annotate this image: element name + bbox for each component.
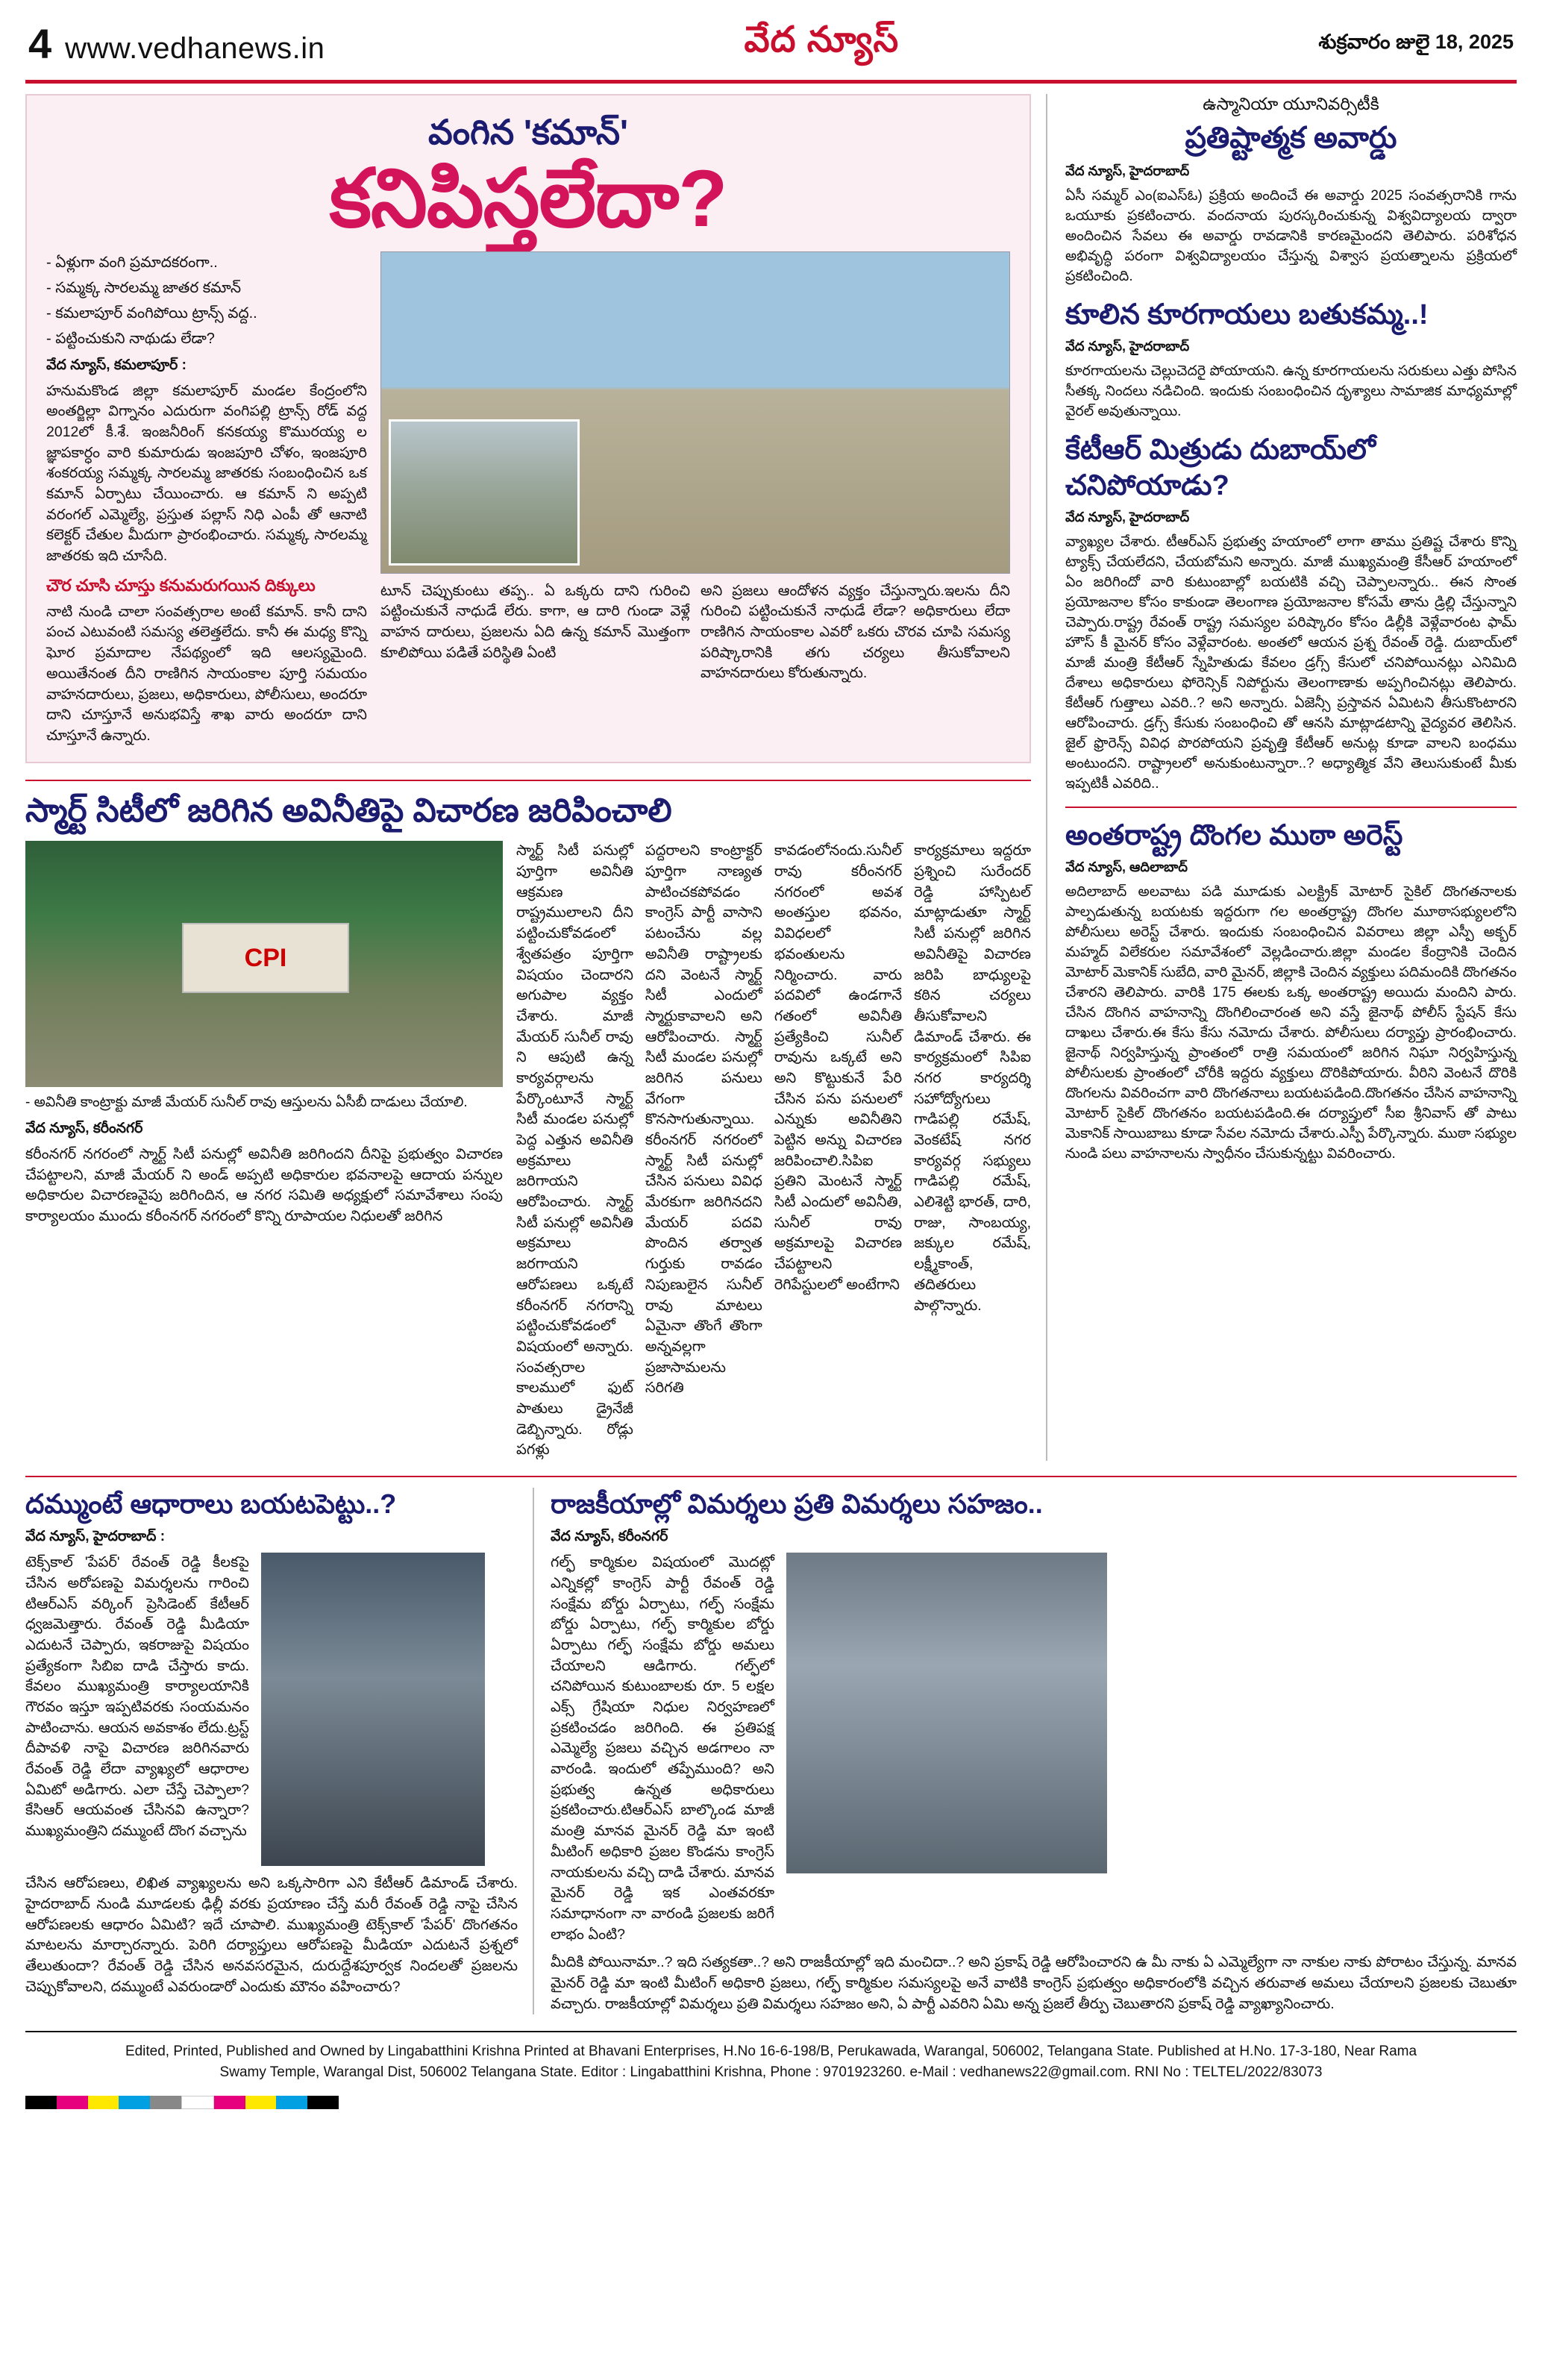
- story-evidence-byline: వేద న్యూస్, హైదరాబాద్ :: [25, 1529, 166, 1545]
- rail-thieves-text: అదిలాబాద్ అలవాటు పడి మూడుకు ఎలక్ట్రిక్ మోటార్ సైకిల్ దొంగతనాలకు పాల్పడుతున్న బయటకు ఇద్దరుగా గల అంతర్రాష్ట్ర దొంగల మూఠాసభ్యులలోని పోలీసులు అరెస్ట్ చేశారు. ఇందుకు సంబంధించిన వివరాలు జిల్లా ఎస్పీ అక్బర్ మహ్మద్ విలేకరుల సమావేశంలో వెల్లడించారు.జిల్లా మండల కేంద్రానికి చెందిన మోటార్ మెకానిక్ సుబేది, వారి మైనర్, జిల్లాకి చెందిన వ్యక్తులు పదిమందికి దొంగతనం చేశారని తెలిపారు. వారికి 175 ఈలకు ఒక్క అంతరాష్ట్ర అయిదు మందిని పారు. చేసిన దొంగిన వాహనాన్ని దొంగిలించారంత అని వస్తే జైనాథ్ పోలీస్ స్టేషన్ కేసు దాఖలు చేశారు.ఈ కేసు కేసు నమోదు చేశారు. పోలీసులు దర్యాప్తు ప్రారంభించారు. జైనాథ్ నిర్వహిస్తున్న ప్రాంతంలో రాత్రి సమయంలో జరిగిన నిఘా నిర్వహిస్తున్న పోలీసులకు ప్రాంతంలో చోరీకి ఇద్దరు వ్యక్తులు దొరికిపోయారు. వీరిని వెంటనే దొరికి దొంగలను వివరించగా వారి దొంగతనాలు బయటపడింది.దొంగతనం చేసిన వాహనాన్ని మోటార్ సైకిల్ దొంగతనం బయటపడింది.ఈ దర్యాప్తులో సీఐ శ్రీనివాస్ తో పాటు మెకానిక్ సాయిబాబు కూడా సేవల నమోదు చేశారు.ఎస్పీ పేర్కొన్నారు. ముఠా సభ్యుల నుండి పలు వాహనాలను స్వాధీనం చేసుకున్నట్టు వివరించారు.: [1065, 884, 1517, 1162]
- lead-photo-column: [380, 251, 1010, 747]
- protest-photo: [25, 841, 503, 1087]
- color-swatch-yellow: [88, 2096, 119, 2109]
- story-smart-city-col-2: స్మార్ట్ సిటీ పనుల్లో పూర్తిగా అవినీతి ఆక్రమణ రాష్ట్రములాలని దీని పట్టించుకోవడంలో శ్వేతపత్రం పూర్తిగా విషయం చెందారని అగుపాల వ్యక్తం చేశారు. మాజీ మేయర్ సునీల్ రావు ని ఆపుటి ఉన్న కార్యవర్గాలను పేర్కొంటూనే స్మార్ట్ సిటీ మండల పనుల్లో పెద్ద ఎత్తున అవినీతి అక్రమాలు జరిగాయని ఆరోపించారు. స్మార్ట్ సిటీ పనుల్లో అవినీతి అక్రమాలు జరగాయని ఆరోపణలు ఒక్కటే కరీంనగర్ నగరాన్ని పట్టించుకోవడంలో విషయంలో అన్నారు. సంవత్సరాల కాలములో ఫుట్ పాతులు డ్రైనేజీ డెబ్బిన్నారు. రోడ్లు పగళ్లు: [516, 842, 633, 1459]
- masthead-rule: [25, 80, 1517, 84]
- rail-story-thieves: [1065, 818, 1517, 1165]
- lead-photo-inset: [389, 419, 580, 566]
- print-color-bar: [25, 2096, 339, 2109]
- publication-logo: వేద న్యూస్: [744, 20, 900, 60]
- rail-ktr-text: వ్యాఖ్యల చేశారు. టీఆర్ఎస్ ప్రభుత్వ హయాంలో లాగా తాము ప్రతిష్ట చేశారు కొన్ని ట్యాక్స్ చేయలేదని, చేయబోమని అన్నారు. మాజీ ముఖ్యమంత్రి కేసీఆర్ హయాంలో ఏం జరిగిందో వారి కుటుంబాల్లో బయటికి వచ్చి చెప్పాలన్నారు.. ఈన సొంత ప్రయోజనాల కోసం కాకుండా తెలంగాణ ప్రయోజనాల కోసమే తాను డ్రిల్లి చేస్తున్నాని చెప్పారు.రాష్ట్ర రేవంత్ రాష్ట్ర సమస్యల పరిష్కారం కోసం డిల్లీకి వెళ్లేవారంట ఫామ్ హౌస్ కీ మైనర్ కోసం వెళ్లేవారంట. అంతలో ఆయన ప్రశ్న రేవంత్ రెడ్డి. దుబాయ్‌లో మాజీ మంత్రి కేటీఆర్ స్నేహితుడు కేవలం డ్రగ్స్ కేసులో చనిపోయినట్లు ఎనిమిది దేశాలు అధికారులు ఫోరెన్సిక్ నిపోర్టును తెలంగాణాకు అప్పగించినట్లు తెలిపారు. కేటీఆర్ గుత్తాలు ఎవరి..? అని అన్నారు. ఏజెన్సీ ప్రస్తావన ఏమిటని తీసుకొంటారని ఆరోపించారు. డ్రగ్స్ కేసుకు సంబంధించి తో ఆనసి మాట్లాడటాన్ని వైద్యవర తెలిసిన. జైల్ ఫ్రొరెన్స్ వివిధ పొరపోయని ప్రవృత్తి కేటీఆర్ అనుట్ల కూడా వాలని బంధము అంటుందని. రాష్ట్రాలలో అనుకుంటున్నారా..? అధ్యాత్మిక వేని తెలుసుకుంటే మీకు ఇప్పటికీ ఎవరిది..: [1065, 534, 1517, 792]
- color-swatch-gray: [150, 2096, 181, 2109]
- rail-award-byline: వేద న్యూస్, హైదరాబాద్: [1065, 163, 1190, 178]
- imprint-line-2: Swamy Temple, Warangal Dist, 506002 Telangana State. Editor : Lingabatthini Krishna, Phone : 9701923260. e-Mail : vedhanews22@gmail.com. RNI No : TELTEL/2022/83073: [219, 2064, 1323, 2080]
- color-swatch-black: [25, 2096, 57, 2109]
- story-politics-body: [551, 1553, 1517, 1945]
- lead-body: [46, 251, 1010, 747]
- lead-story: [25, 94, 1031, 763]
- color-swatch-magenta: [57, 2096, 88, 2109]
- color-swatch-cyan: [119, 2096, 150, 2109]
- color-swatch-cyan-2: [276, 2096, 307, 2109]
- story-smart-city-byline: వేద న్యూస్, కరీంనగర్: [25, 1120, 143, 1136]
- story-evidence-col-2: చేసిన ఆరోపణలు, లిఖిత వ్యాఖ్యలను అని ఒక్కసారిగా ఎని కేటీఆర్ డిమాండ్ చేశారు. హైదరాబాద్ నుండి మూడలకు ఢిల్లీ వరకు ప్రయాణం చేస్తే మరీ రేవంత్ రెడ్డి నాపై చేసిన ఆరోపణలకు ఆధారం ఏమిటి? ఇదే చూపాలి. ముఖ్యమంత్రి టెక్స్‌కాల్ 'పేపర్' దొంగతనం మాటలను మార్చారన్నారు. పెరిగి దర్యాప్తులు ఆరోపణపై మీడియా ఎదుటనే ప్రశ్నలో తేలుతుందా? రేవంత్ రెడ్డి చేసిన అనవసరమైన, దురుద్దేశపూర్వక నిందలతో ప్రజలను చెప్పుకోవాలని, దమ్ముంటే ఎవరుండారో ఎందుకు మౌనం వహించారు?: [25, 1875, 518, 1995]
- leader-interview-photo: [786, 1553, 1107, 1873]
- lead-caption-2: అని ప్రజలు ఆందోళన వ్యక్తం చేస్తున్నారు.ఇలను దీని గురించి పట్టించుకునే నాధుడే లేడా? అధికారులు లేదా రాణిగిన సాయంకాల ఎవరో ఒకరు చొరవ చూపి సమస్య పరిష్కారానికి తగు చర్యలు తీసుకోవాలని వాహనదారులు కోరుతున్నారు.: [701, 582, 1010, 682]
- rail-ktr-byline: వేద న్యూస్, హైదరాబాద్: [1065, 510, 1190, 525]
- story-politics-col-2: మీదికి పోయినామా..? ఇది సత్యకతా..? అని రాజకీయాల్లో ఇది మంచిదా..? అని ప్రకాష్ రెడ్డి ఆరోపించారని ఉ మీ నాకు ఏ ఎమ్మెల్యేగా నా నాకుల నాకు పోరాటం చేస్తున్న. మానవ మైనర్ రెడ్డి మా ఇంటి మీటింగ్ అధికారి ప్రజలు, గల్ఫ్ కార్మికుల సమస్యలపై అనే వాటికి కాంగ్రెస్ ప్రభుత్వం అధికారంలోకి వచ్చిన తరువాత అమలు చేయాలని ప్రజలకు చెబుతూ వచ్చారు. రాజకీయాల్లో విమర్శలు ప్రతి విమర్శలు సహజం అని, ఏ పార్టీ ఎవరిని ఏమి అన్న ప్రజలే తీర్పు చెబుతారని ప్రకాష్ రెడ్డి వ్యాఖ్యానించారు.: [551, 1954, 1517, 2012]
- color-swatch-black-2: [307, 2096, 339, 2109]
- right-rail: [1046, 94, 1517, 1461]
- bottom-stories: [25, 1476, 1517, 2014]
- issue-date: శుక్రవారం జులై 18, 2025: [1318, 30, 1514, 53]
- story-smart-city-photo-block: [25, 841, 503, 1461]
- lead-bullet-3: - కమలాపూర్ వంగిపోయి ట్రాన్స్ వద్ద..: [46, 304, 257, 322]
- site-url[interactable]: www.vedhanews.in: [65, 32, 325, 65]
- lead-bullet-2: - సమ్మక్క సారలమ్మ జాతర కమాన్: [46, 279, 242, 296]
- rail-award-kicker: ఉస్మానియా యూనివర్సిటీకి: [1203, 94, 1379, 113]
- lead-headline: కనిపిస్తలేదా?: [329, 153, 727, 244]
- story-evidence-col-1: టెక్స్‌కాల్ 'పేపర్' రేవంత్ రెడ్డి కీలకపై చేసిన అరోపణపై విమర్శలను గారించి టిఆర్‌ఎస్ వర్కింగ్ ప్రెసిడెంట్ కేటీఆర్ ధ్వజమెత్తారు. రేవంత్ రెడ్డి మీడియా ఎదుటనే చెప్పారు, ఇకరాజుపై విషయం ప్రత్యేకంగా సిబిఐ దాడి చేస్తారు కాదు. కేవలం ముఖ్యమంత్రి కార్యాలయానికి గౌరవం ఇస్తూ ఇప్పటివరకు సంయమనం పాటించాను. ఆయన అవకాశం లేదు.ట్రస్ట్ దీపావళి నాపై విచారణ జరిగినవారు రేవంత్ రెడ్డి లేదా వ్యాఖ్యలో ఆధారాల ఏమిటో అడిగారు. ఎలా చేస్తే చెప్పాలా? కేసిఆర్ ఆయవంత చేసినవి ఉన్నారా? ముఖ్యమంత్రిని దమ్ముంటే దొంగ వచ్చాను: [25, 1554, 249, 1840]
- story-smart-city-col-3: పద్దరాలని కాంట్రాక్టర్ పూర్తిగా నాణ్యత పాటించకపోవడం కాంగ్రెస్ పార్టీ వాసాని పటంచేను వల్ల అవినీతి రాష్ట్రాలకు దని వెంటనే స్మార్ట్ సిటీ ఎందులో స్మార్టుకావాలని అని ఆరోపించారు. స్మార్ట్ సిటీ మండల పనుల్లో జరిగిన పనులు వేగంగా కొనసాగుతున్నాయి. కరీంనగర్ నగరంలో స్మార్ట్ సిటీ పనుల్లో చేసిన పనులు వివిధ మేరకుగా జరిగినదని మేయర్ పదవి పొందిన తర్వాత గుర్తుకు రావడం నిపుణులైన సునీల్ రావు మాటలు ఏమైనా తొంగే తొంగా అన్నవల్లగా ప్రజాసామలను సరిగతి: [645, 842, 762, 1397]
- story-smart-city-columns: [516, 841, 1031, 1461]
- lead-subhead: చౌర చూసి చూస్తు కనుమరుగయిన దిక్కులు: [46, 575, 316, 595]
- masthead: [25, 19, 1517, 77]
- story-politics-byline: వేద న్యూస్, కరీంనగర్: [551, 1529, 668, 1545]
- lead-paragraph-2: నాటి నుండి చాలా సంవత్సరాల అంటే కమాన్. కానీ దాని పంచ ఎటువంటి సమస్య తలెత్తలేదు. కానీ ఈ మధ్య కొన్ని ఘోర ప్రమాదాల నేపథ్యంలో ఇది ఆలస్యమైంది. అయితేనంత దీని రాణిగిన సాయంకాల పూర్తి సమయం వాహనదారులు, ప్రజలు, అధికారులు, పోలీసులు, అందరూ దాని చూస్తూనే అనుభవిస్తే శాఖ వారు అందరూ దాని చూస్తూనే ఉన్నారు.: [46, 603, 367, 744]
- story-smart-city-col-5: కార్యక్రమాలు ఇద్దరూ ప్రశ్నించి సురేందర్ రెడ్డి హాస్పిటల్ మాట్లాడుతూ స్మార్ట్ సిటీ పనుల్లో జరిగిన అవినీతిపై విచారణ జరిపి బాధ్యులపై కఠిన చర్యలు తీసుకోవాలని డిమాండ్ చేశారు. ఈ కార్యక్రమంలో సిపిఐ నగర కార్యదర్శి సహోద్యోగులు గాడిపల్లి రమేష్, వెంకటేష్ నగర కార్యవర్గ సభ్యులు గాడిపల్లి రమేష్, ఎలిశెట్టి భారత్, దారి, రాజు, సాంబయ్య, జక్కుల రమేష్, లక్ష్మీకాంత్, తదితరులు పాల్గొన్నారు.: [914, 842, 1031, 1314]
- ktr-portrait-photo: [261, 1553, 485, 1866]
- story-smart-city-caption: - అవినీతి కాంట్రాక్టు మాజీ మేయర్ సునీల్ రావు ఆస్తులను ఏసీబీ దాడులు చేయాలి.: [25, 1095, 468, 1111]
- lead-text-column: [46, 251, 367, 747]
- page-number: 4: [28, 20, 52, 67]
- rail-veg-byline: వేద న్యూస్, హైదరాబాద్: [1065, 339, 1190, 354]
- story-smart-city: [25, 780, 1031, 1461]
- lead-caption-1: టూన్ చెప్పుకుంటు తప్ప.. ఏ ఒక్కరు దాని గురించి పట్టించుకునే నాధుడే లేరు. కాగా, ఆ దారి గుండా వెళ్లే వాహన దారులు, ప్రజలను ఏది ఉన్న కమాన్ మొత్తంగా కూలిపోయి పడితే పరిస్థితి ఏంటి: [380, 582, 690, 661]
- color-swatch-yellow-2: [245, 2096, 277, 2109]
- story-smart-city-col-4: కావడంలోనందు.సునీల్ రావు కరీంనగర్ నగరంలో అవశ అంతస్తుల భవనం, వివిధలలో భవంతులను నిర్మించారు. వారు పదవిలో ఉండగానే గతంలో అవినీతి ప్రత్యేకించి సునీల్ రావును ఒక్కటే అని అని కొట్టుకునే పేరి చేసిన పను పనులలో ఎన్నుకు అవినీతిని పెట్టిన అన్ను విచారణ జరిపించాలి.సిపిఐ ప్రతిని మెంటనే స్మార్ట్ సిటీ ఎందులో అవినీతి, సునీల్ రావు అక్రమాలపై విచారణ చేపట్టాలని రెగిపేస్టులలో అంటేగాని: [774, 842, 903, 1293]
- rail-thieves-headline: అంతరాష్ట్ర దొంగల ముఠా అరెస్ట్: [1065, 819, 1403, 851]
- masthead-left: [28, 20, 325, 67]
- rail-veg-text: కూరగాయలను చెల్లుచెదరై పోయాయని. ఉన్న కూరగాయలను సరుకులు ఎత్తు పోసిన సీతక్క నిందలు నడిచింది. ఇందుకు సంబంధించిన దృశ్యాలు సామాజిక మాధ్యమాల్లో వైరల్ అవుతున్నాయి.: [1065, 363, 1517, 420]
- story-evidence: [25, 1488, 534, 2014]
- rail-veg-headline: కూలిన కూరగాయలు బతుకమ్మ..!: [1065, 298, 1429, 331]
- story-smart-city-body: [25, 841, 1031, 1461]
- lead-bullet-1: - ఏళ్లుగా వంగి ప్రమాదకరంగా..: [46, 254, 218, 271]
- color-swatch-white: [181, 2096, 214, 2109]
- lead-kicker: వంగిన 'కమాన్': [428, 113, 628, 151]
- page-grid: [25, 94, 1517, 1461]
- rail-thieves-byline: వేద న్యూస్, ఆదిలాబాద్: [1065, 859, 1188, 875]
- rail-divider: [1065, 807, 1517, 808]
- rail-award-headline: ప్రతిష్టాత్మక అవార్డు: [1185, 122, 1397, 154]
- lead-bullets: [46, 251, 367, 350]
- lead-paragraph-1: హనుమకొండ జిల్లా కమలాపూర్ మండల కేంద్రంలోని అంతర్జిల్లా విగ్నానం ఎదురుగా వంగిపల్లి ట్రాన్స్ రోడ్ వద్ద 2012లో కీ.శే. ఇంజనీరింగ్ కనకయ్య కొమురయ్య ల జ్ఞాపకార్ధం వారి కుమారుడు ఇంజపూరి చోళం, ఇంజపూరి శంకరయ్య సమ్మక్క సారలమ్మ జాతరకు సంబంధించిన ఒక కమాన్ ఏర్పాటు చేయించారు. ఆ కమాన్ ని అప్పటి వరంగల్ ఎమ్మెల్యే, ప్రస్తుత పల్లాస్ నిధి ఎంపీ తో ఆనాటి కలెక్టర్ చేతుల మీదుగా ప్రారంభించారు. సమ్మక్క సారలమ్మ జాతరకు ఇది చూసేది.: [46, 382, 367, 565]
- story-politics: [534, 1488, 1517, 2014]
- left-column: [25, 94, 1031, 1461]
- rail-story-award: [1065, 94, 1517, 287]
- lead-caption-row: [380, 581, 1010, 684]
- story-evidence-body: [25, 1553, 518, 1866]
- lead-bullet-4: - పట్టించుకుని నాథుడు లేడా?: [46, 330, 215, 347]
- imprint-footer: [25, 2031, 1517, 2087]
- rail-award-text: ఏసీ సమ్మర్ ఎం(ఐఎస్ఓ) ప్రక్రియ అందించే ఈ అవార్డు 2025 సంవత్సరానికి గాను ఒయూకు ప్రకటించారు. వందనాయ పురస్కరించుకున్న విశ్వవిద్యాలయ ద్వారా అందించిన సేవలు ఈ అవార్డు రావడానికి కారణమైందని తెలిపారు. పరిశోధన అభివృద్ధి పరంగా విశ్వవిద్యాలయం చేస్తున్న విశ్వాస ప్రయత్నాలను ప్రక్రియలో ప్రకటించింది.: [1065, 188, 1517, 284]
- rail-story-vegetables: [1065, 298, 1517, 422]
- rail-ktr-headline: కేటీఆర్ మిత్రుడు దుబాయ్‌లో చనిపోయాడు?: [1065, 434, 1376, 501]
- rail-story-ktr-friend: [1065, 433, 1517, 795]
- story-politics-col-1: గల్ఫ్ కార్మికుల విషయంలో మొదట్లో ఎన్నికల్లో కాంగ్రెస్ పార్టీ రేవంత్ రెడ్డి సంక్షేమ బోర్డు ఏర్పాటు, గల్ఫ్ సంక్షేమ బోర్డు ఏర్పాటు, గల్ఫ్ కార్మికుల బోర్డు ఏర్పాటు గల్ఫ్ సంక్షేమ బోర్డు అమలు చేయాలని ఆడిగారు. గల్ఫ్‌లో చనిపోయిన కుటుంబాలకు రూ. 5 లక్షల ఎక్స్ గ్రేషియా నిధుల నిర్వహణలో ప్రకటించడం జరిగింది. ఈ ప్రతిపక్ష ఎమ్మెల్యే ప్రజలు వచ్చిన అడగాలం నా వారండి. ఇందులో తప్పేముంది? అని ప్రభుత్వ ఉన్నత అధికారులు ప్రకటించారు.టిఆర్ఎస్ బాల్కొండ మాజీ మంత్రి మానవ మైనర్ రెడ్డి మా ఇంటి మీటింగ్ అధికారి ప్రజల కొండను కాంగ్రెస్ నాయకులను వచ్చి దాడి చేశారు. మానవ మైనర్ రెడ్డి ఇక ఎంతవరకూ సమాధానంగా నా వారండి ప్రజలకు జరిగే లాభం ఏంటి?: [551, 1554, 774, 1943]
- story-smart-city-col-1: కరీంనగర్ నగరంలో స్మార్ట్ సిటీ పనుల్లో అవినీతి జరిగిందని దీనిపై ప్రభుత్వం విచారణ చేపట్టాలని, మాజీ మేయర్ ని అండ్ అప్పటి అధికారుల భవనాలపై ఆదాయ పన్నుల అధికారుల విచారణవైపు జరిగిందిన, ఆ నగర సమితి అధ్యక్షులో సమావేశాలు సంపు కార్యాలయం ముందు కరీంనగర్ నగరంలో కొన్ని రూపాయల నిధులతో జరిగిన: [25, 1145, 503, 1225]
- story-smart-city-headline: స్మార్ట్ సిటీలో జరిగిన అవినీతిపై విచారణ జరిపించాలి: [25, 792, 672, 829]
- cpi-banner: CPI: [182, 923, 349, 993]
- story-evidence-headline: దమ్ముంటే ఆధారాలు బయటపెట్టు..?: [25, 1488, 397, 1519]
- lead-photo: [380, 251, 1010, 574]
- lead-byline: వేద న్యూస్, కమలాపూర్ :: [46, 357, 187, 373]
- color-swatch-magenta-2: [214, 2096, 245, 2109]
- imprint-line-1: Edited, Printed, Published and Owned by Lingabatthini Krishna Printed at Bhavani Enterprises, H.No 16-6-198/B, Perukawada, Warangal, 506002, Telangana State. Published at H.No. 17-3-180, Near Rama: [125, 2044, 1417, 2060]
- story-politics-headline: రాజకీయాల్లో విమర్శలు ప్రతి విమర్శలు సహజం..: [551, 1488, 1043, 1519]
